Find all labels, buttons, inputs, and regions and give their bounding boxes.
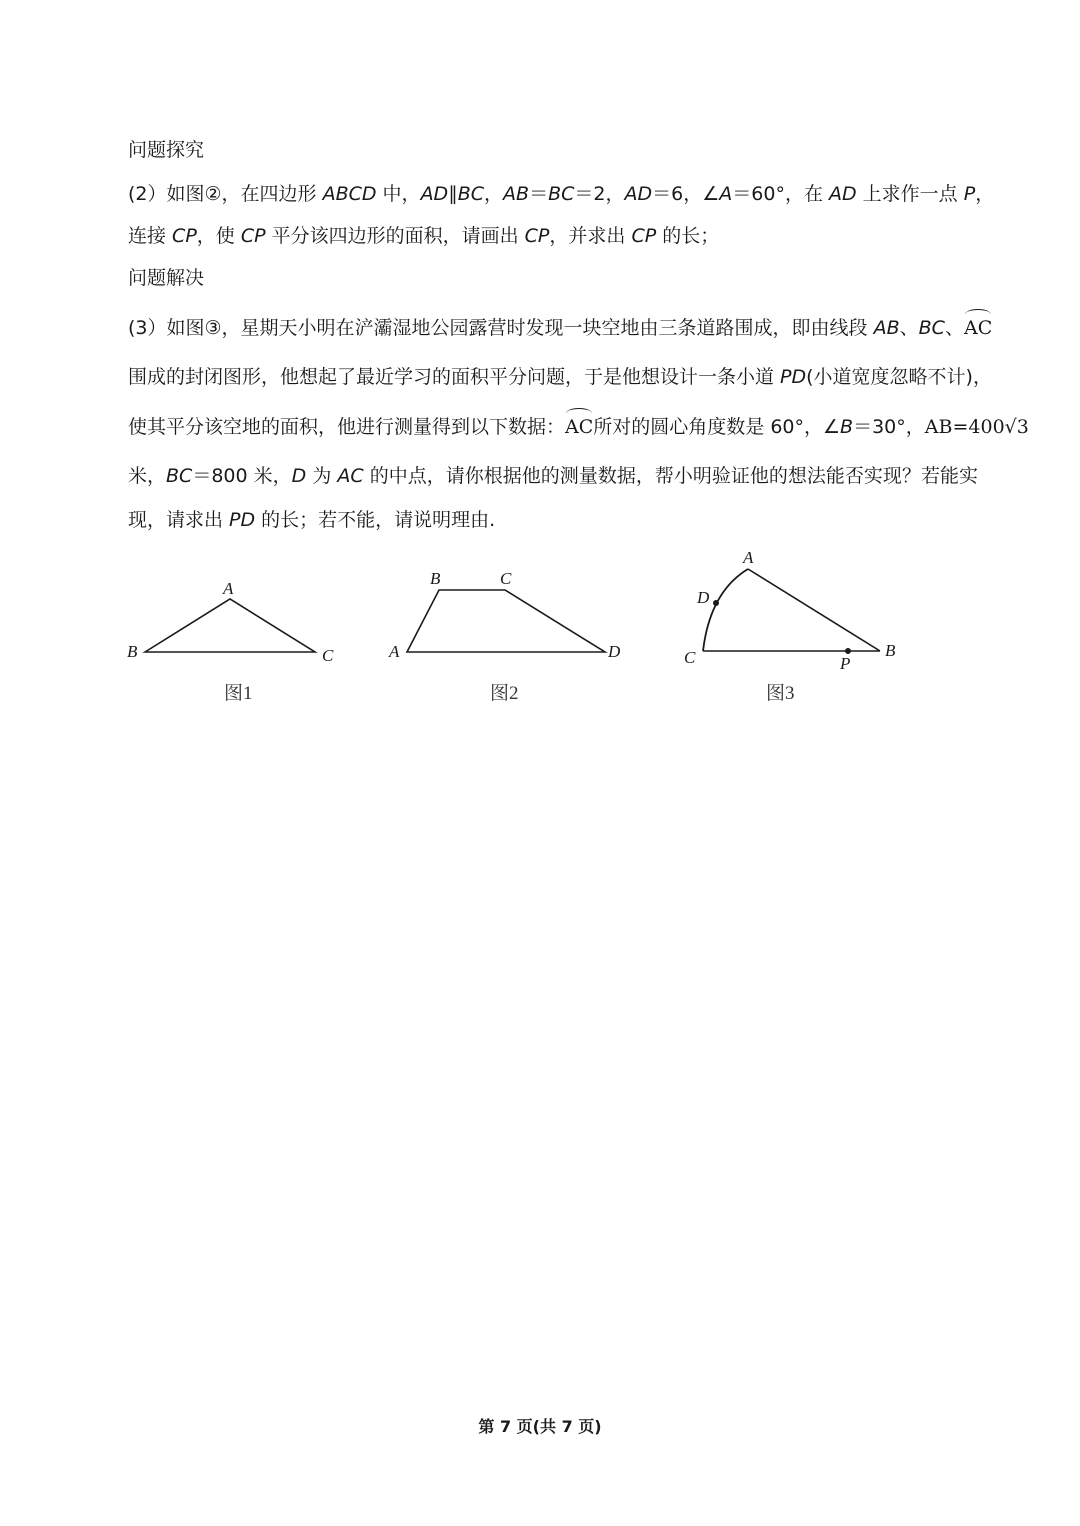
- var: BC: [548, 183, 575, 205]
- text: 、: [899, 317, 919, 339]
- text: (2）如图②，在四边形: [128, 183, 323, 205]
- var: BC: [166, 465, 193, 487]
- text: ，使: [196, 225, 241, 247]
- text: ＝: [529, 183, 549, 205]
- text: 的长；: [656, 225, 720, 247]
- question-3-line-2: [128, 364, 992, 390]
- var: B: [840, 416, 854, 438]
- label-d: D: [608, 642, 621, 661]
- text: 、: [944, 317, 964, 339]
- label-p: P: [840, 654, 851, 673]
- label-c: C: [684, 648, 696, 667]
- ab-label: AB: [924, 416, 953, 438]
- sqrt-radicand: 3: [1016, 416, 1029, 438]
- text: ＝30°，: [853, 416, 925, 438]
- var: BC: [457, 183, 485, 205]
- label-d: D: [697, 588, 710, 607]
- label-b: B: [885, 641, 896, 660]
- var: ABCD: [322, 183, 377, 205]
- var: CP: [631, 225, 657, 247]
- triangle-abc: [145, 599, 315, 652]
- var: A: [719, 183, 733, 205]
- label-b: B: [127, 642, 138, 661]
- text: 围成的封闭图形，他想起了最近学习的面积平分问题，于是他想设计一条小道: [128, 366, 781, 388]
- var: CP: [172, 225, 197, 247]
- question-3-line-3: [128, 414, 1029, 440]
- label-c: C: [322, 646, 334, 665]
- var: AC: [337, 465, 364, 487]
- text: ∥: [448, 183, 458, 205]
- label-a: A: [743, 548, 754, 567]
- var: PD: [229, 509, 256, 531]
- text: 平分该四边形的面积，请画出: [265, 225, 525, 247]
- text: (3）如图③，星期天小明在浐灞湿地公园露营时发现一块空地由三条道路围成，即由线段: [128, 317, 874, 339]
- arc-ac: AC: [565, 416, 594, 438]
- question-2-line-1: [128, 181, 995, 207]
- text: ，: [484, 183, 504, 205]
- ab-value: =400: [952, 416, 1005, 438]
- text: 的中点，请你根据他的测量数据，帮小明验证他的想法能否实现？若能实: [363, 465, 978, 487]
- figures: [0, 540, 1080, 710]
- var: P: [963, 183, 976, 205]
- text: 为: [306, 465, 338, 487]
- text: 中，: [376, 183, 421, 205]
- var: AB: [873, 317, 900, 339]
- label-b: B: [430, 569, 441, 588]
- text: (小道宽度忽略不计)，: [806, 366, 992, 388]
- text: 连接: [128, 225, 173, 247]
- text: 现，请求出: [128, 509, 230, 531]
- text: ＝6，∠: [652, 183, 720, 205]
- var: BC: [918, 317, 945, 339]
- text: 的长；若不能，请说明理由.: [255, 509, 496, 531]
- figure-3-caption: 图3: [766, 683, 795, 704]
- label-c: C: [500, 569, 512, 588]
- arc-ac-shape: [703, 569, 748, 651]
- var: D: [291, 465, 307, 487]
- label-a: A: [223, 579, 234, 598]
- text: 上求作一点: [856, 183, 964, 205]
- figure-2-trapezoid: [388, 569, 621, 661]
- question-2-line-2: [128, 223, 978, 249]
- section-title-explore: 问题探究: [128, 139, 205, 161]
- label-a: A: [389, 642, 400, 661]
- question-3-line-4: [128, 463, 978, 489]
- text: ＝800 米，: [192, 465, 292, 487]
- var: PD: [780, 366, 807, 388]
- figure-1-triangle: [127, 579, 334, 665]
- sqrt-symbol: √: [1004, 416, 1017, 438]
- var: AD: [420, 183, 449, 205]
- question-3-line-1: [128, 315, 993, 341]
- text: ，: [975, 183, 995, 205]
- var: CP: [240, 225, 266, 247]
- text: 使其平分该空地的面积，他进行测量得到以下数据：: [128, 416, 566, 438]
- var: AD: [828, 183, 857, 205]
- section-title-solve: 问题解决: [128, 267, 205, 289]
- text: 米，: [128, 465, 167, 487]
- arc-ac: AC: [963, 317, 993, 339]
- question-3-line-5: [128, 507, 978, 533]
- figure-1-caption: 图1: [224, 683, 253, 704]
- point-d: [713, 600, 719, 606]
- var: CP: [524, 225, 550, 247]
- figure-2-caption: 图2: [490, 683, 519, 704]
- page-footer: 第 7 页(共 7 页): [478, 1417, 602, 1436]
- figure-3-shape: [684, 548, 896, 673]
- text: ＝60°，在: [732, 183, 829, 205]
- var: AD: [624, 183, 653, 205]
- segment-ab: [748, 569, 880, 651]
- var: AB: [503, 183, 530, 205]
- trapezoid-abcd: [407, 590, 605, 652]
- text: ＝2，: [574, 183, 625, 205]
- text: ，并求出: [549, 225, 632, 247]
- text: 所对的圆心角度数是 60°，∠: [593, 416, 841, 438]
